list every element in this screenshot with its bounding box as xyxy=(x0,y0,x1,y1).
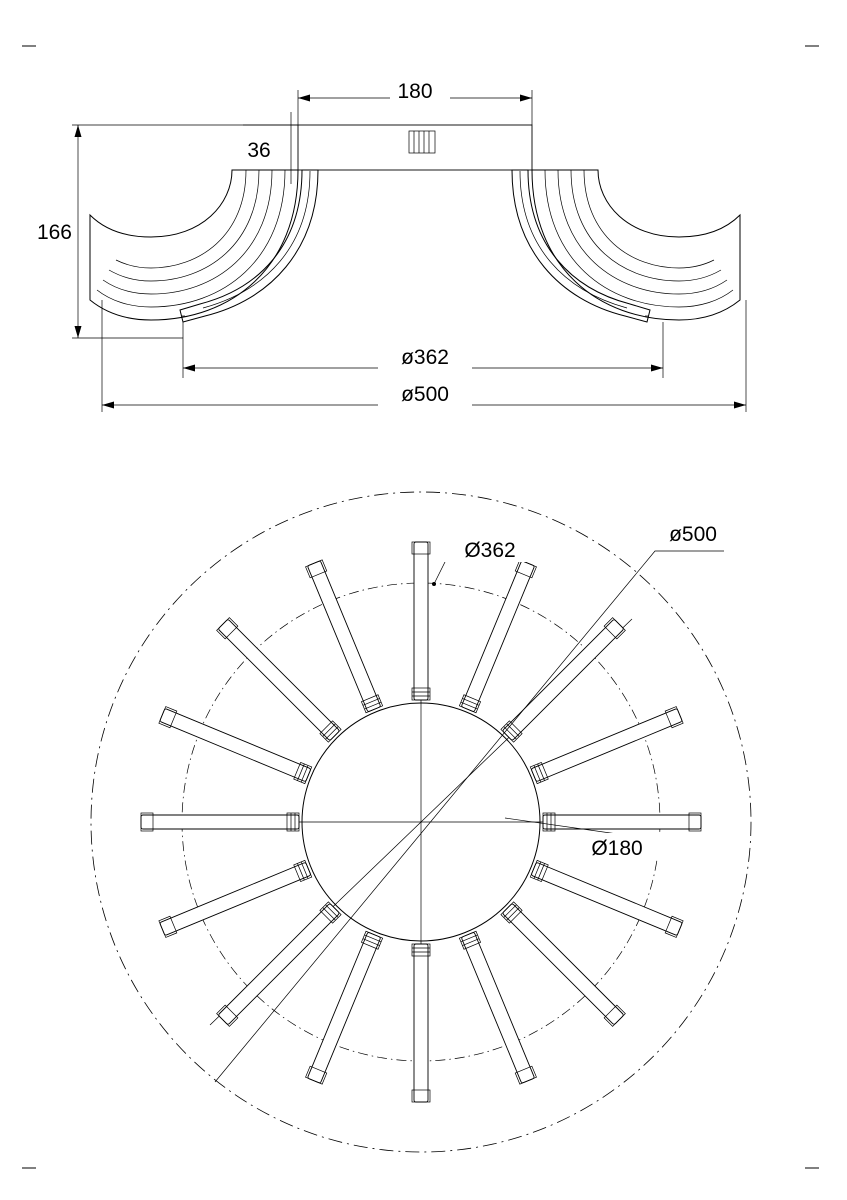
dim-362-label: ø362 xyxy=(401,346,449,369)
plan-arm-14 xyxy=(159,707,312,784)
dim-180-arrow-left xyxy=(298,95,310,102)
plan-arm-8 xyxy=(459,931,536,1084)
arm-rod xyxy=(502,903,624,1025)
dim-166-arrow-bottom xyxy=(75,326,82,338)
plan-arm-5 xyxy=(543,813,701,831)
dim-500-arrow-left xyxy=(102,402,114,409)
plan-arm-9 xyxy=(412,944,430,1102)
arm-rod xyxy=(461,561,534,712)
plan-arm-7 xyxy=(501,902,625,1026)
plan-arm-4 xyxy=(530,707,683,784)
arm-curve-inner-left xyxy=(180,170,318,322)
arm-curve-right xyxy=(532,170,740,320)
arm-left-inner-1 xyxy=(97,170,285,307)
plan-arm-16 xyxy=(306,560,383,713)
dim-166-label: 166 xyxy=(36,221,72,244)
plan-arm-12 xyxy=(159,860,312,937)
dim-500-plan-label: ø500 xyxy=(669,523,717,546)
plan-arm-15 xyxy=(217,618,341,742)
arm-rod xyxy=(160,862,311,935)
dim-180-label: 180 xyxy=(397,80,433,103)
plan-arm-10 xyxy=(306,931,383,1084)
arm-rod xyxy=(414,542,428,700)
arm-rod xyxy=(461,932,534,1083)
arm-rod xyxy=(141,815,299,829)
plan-arm-11 xyxy=(217,902,341,1026)
arm-right-inner-1 xyxy=(545,170,733,307)
plan-arm-1 xyxy=(412,542,430,700)
dim-500-label: ø500 xyxy=(401,383,449,406)
arm-right-inner-3 xyxy=(571,170,721,281)
dim-166-arrow-top xyxy=(75,125,82,137)
arm-right-inner-4 xyxy=(584,170,714,268)
arm-inner-right-outline xyxy=(512,170,650,322)
arm-rod xyxy=(307,932,380,1083)
arm-rod xyxy=(160,708,311,781)
arm-left-inner-3 xyxy=(109,170,259,281)
arm-inner-left-line-1 xyxy=(203,171,310,308)
dimension-diam-500-plan xyxy=(215,518,736,1082)
arm-curve-left xyxy=(90,170,298,320)
bottom-plan-view xyxy=(91,492,751,1152)
plan-arm-13 xyxy=(141,813,299,831)
dim-362-plan-dot xyxy=(432,582,436,586)
arm-rod xyxy=(307,561,380,712)
plan-arm-2 xyxy=(459,560,536,713)
dimension-diam-362-elevation xyxy=(183,322,663,378)
arm-rod xyxy=(218,619,340,741)
arm-inner-right-line-1 xyxy=(520,171,627,308)
dim-362-arrow-left xyxy=(183,365,195,372)
arm-rod xyxy=(531,708,682,781)
arm-rod xyxy=(414,944,428,1102)
plan-arm-6 xyxy=(530,860,683,937)
canopy-body xyxy=(298,125,532,170)
front-elevation-view xyxy=(37,78,746,412)
dimension-36 xyxy=(243,112,298,184)
arm-rod xyxy=(531,862,682,935)
arm-left-inner-4 xyxy=(116,170,246,268)
dim-362-plan-label: Ø362 xyxy=(464,539,516,562)
dim-180-arrow-right xyxy=(520,95,532,102)
dim-180-plan-label: Ø180 xyxy=(591,837,643,860)
arm-rod xyxy=(502,619,624,741)
dim-500-arrow-right xyxy=(734,402,746,409)
arm-rod xyxy=(218,903,340,1025)
dim-36-label: 36 xyxy=(247,139,271,162)
arm-inner-left-outline xyxy=(180,170,318,322)
dimension-180 xyxy=(298,78,532,125)
canopy-rect xyxy=(298,125,532,170)
dim-362-arrow-right xyxy=(651,365,663,372)
arm-curve-inner-right xyxy=(512,170,650,322)
plan-arm-3 xyxy=(501,618,625,742)
